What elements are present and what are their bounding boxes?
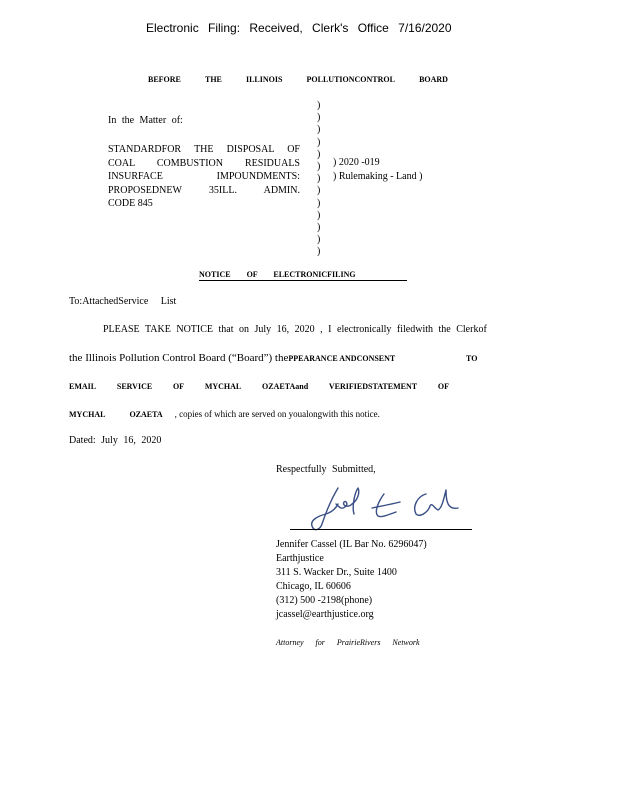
filing-stamp: Electronic Filing: Received, Clerk's Office 7/16/2020 bbox=[146, 21, 452, 35]
organization: Earthjustice bbox=[276, 553, 324, 564]
document-title-word: MYCHAL bbox=[69, 410, 106, 419]
document-title-word: VERIFIEDSTATEMENT bbox=[328, 382, 418, 391]
caption-parentheses: ) ) ) ) ) ) ) ) ) ) ) ) ) bbox=[317, 100, 321, 258]
case-info bbox=[333, 156, 422, 184]
body-text: the Illinois Pollution Control Board (“Board”) the bbox=[69, 352, 289, 364]
board-heading-word: ILLINOIS bbox=[245, 75, 283, 84]
body-text: , copies of which are served on youalongwith this notice. bbox=[174, 409, 380, 419]
document-title-word: SERVICE bbox=[116, 382, 153, 391]
document-title-word: OF bbox=[437, 382, 449, 391]
in-the-matter: In the Matter of: bbox=[108, 115, 183, 126]
board-heading-word: BOARD bbox=[419, 75, 448, 84]
case-type: ) Rulemaking - Land ) bbox=[333, 171, 423, 182]
dated-line: Dated: July 16, 2020 bbox=[69, 435, 162, 446]
to-line: To:AttachedService List bbox=[69, 296, 177, 307]
street-address: 311 S. Wacker Dr., Suite 1400 bbox=[276, 567, 397, 578]
document-title-part: PPEARANCE ANDCONSENT bbox=[288, 354, 396, 363]
attorney-name: Jennifer Cassel (IL Bar No. 6296047) bbox=[276, 539, 427, 550]
respectfully-submitted: Respectfully Submitted, bbox=[276, 464, 376, 475]
board-heading bbox=[148, 75, 448, 84]
city-state-zip: Chicago, IL 60606 bbox=[276, 581, 351, 592]
signature-block bbox=[276, 538, 427, 622]
document-title-word: OZAETAand bbox=[262, 382, 309, 391]
caption-line: COAL COMBUSTION RESIDUALS bbox=[108, 157, 300, 169]
phone: (312) 500 -2198(phone) bbox=[276, 595, 373, 606]
document-title-word: OF bbox=[172, 382, 185, 391]
body-paragraph-line-1: PLEASE TAKE NOTICE that on July 16, 2020 , I electronically filedwith the Clerkof bbox=[103, 324, 487, 335]
caption-line: STANDARDFOR THE DISPOSAL OF bbox=[108, 144, 300, 155]
body-paragraph-line-3 bbox=[69, 382, 449, 391]
case-caption bbox=[108, 143, 300, 211]
attorney-for: Attorney for PrairieRivers Network bbox=[276, 638, 420, 647]
caption-line: CODE 845 bbox=[108, 198, 153, 209]
handwritten-signature bbox=[292, 478, 472, 534]
notice-title: NOTICE OF ELECTRONICFILING bbox=[199, 270, 407, 281]
document-title-part: TO bbox=[466, 354, 478, 363]
body-paragraph-line-2 bbox=[69, 352, 478, 364]
board-heading-word: POLLUTIONCONTROL bbox=[306, 75, 395, 84]
document-title-word: MYCHAL bbox=[204, 382, 242, 391]
caption-line: INSURFACE IMPOUNDMENTS: bbox=[108, 171, 300, 182]
email: jcassel@earthjustice.org bbox=[276, 609, 374, 620]
caption-line: PROPOSEDNEW 35ILL. ADMIN. bbox=[108, 184, 300, 196]
board-heading-word: THE bbox=[204, 75, 222, 84]
document-title-word: EMAIL bbox=[69, 382, 97, 391]
signature-line bbox=[290, 529, 472, 530]
case-number: ) 2020 -019 bbox=[333, 157, 380, 168]
body-paragraph-line-4 bbox=[69, 409, 380, 419]
board-heading-word: BEFORE bbox=[148, 75, 181, 84]
document-title-word: OZAETA bbox=[129, 410, 163, 419]
